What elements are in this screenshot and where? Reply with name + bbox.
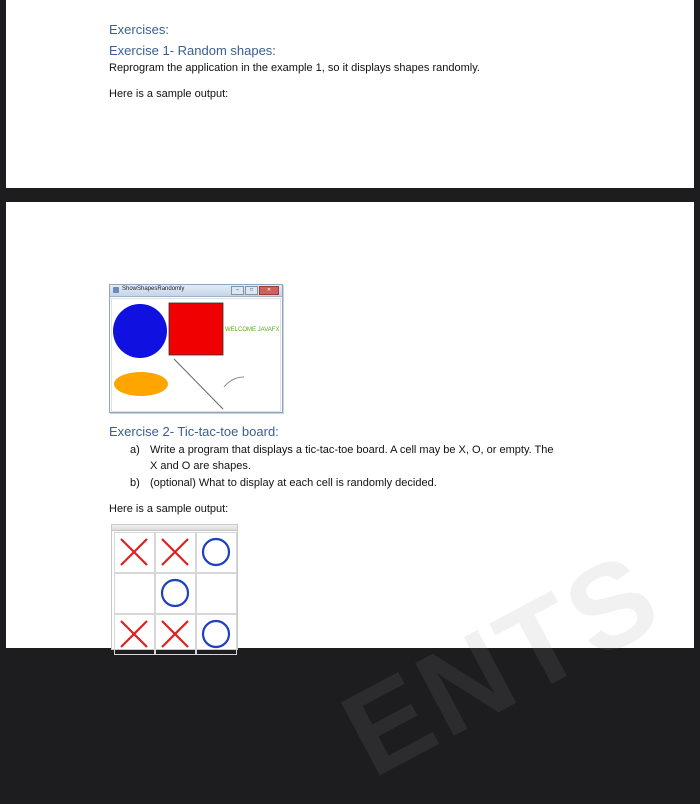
board-cell-0-2 (196, 532, 237, 573)
exercise2-sample-label: Here is a sample output: (109, 503, 229, 515)
window-titlebar (112, 525, 237, 531)
sample-window-tic-tac-toe (111, 524, 238, 650)
section-title: Exercises: (109, 22, 169, 37)
item-a-letter: a) (130, 444, 140, 456)
close-icon[interactable]: ✕ (259, 286, 279, 295)
x-mark (158, 617, 192, 651)
shapes-drawing (112, 299, 280, 411)
document-page-top (6, 0, 694, 188)
o-mark (199, 617, 233, 651)
board-cell-1-0 (114, 573, 155, 614)
welcome-text-shape: WELCOME JAVAFX (225, 327, 280, 333)
o-mark (199, 535, 233, 569)
board-cell-2-2 (196, 614, 237, 655)
item-a-line-1: Write a program that displays a tic-tac-toe board. A cell may be X, O, or empty. The (150, 444, 554, 456)
board-cell-2-1 (155, 614, 196, 655)
item-b-line-1: (optional) What to display at each cell is randomly decided. (150, 477, 437, 489)
diagonal-line (174, 359, 223, 409)
window-title: ShowShapesRandomly (122, 286, 185, 292)
minimize-icon[interactable]: – (231, 286, 244, 295)
window-controls (231, 286, 279, 295)
tic-tac-toe-board (114, 532, 237, 655)
x-mark (117, 535, 151, 569)
exercise1-sample-label: Here is a sample output: (109, 88, 229, 100)
exercise1-title: Exercise 1- Random shapes: (109, 43, 276, 58)
o-mark (158, 576, 192, 610)
item-b-letter: b) (130, 477, 140, 489)
orange-ellipse (114, 372, 168, 396)
window-titlebar (110, 285, 282, 297)
blue-circle (113, 304, 167, 358)
item-a-line-2: X and O are shapes. (150, 460, 251, 472)
arc-shape (224, 377, 244, 387)
watermark: ENTS (321, 526, 682, 803)
document-page-bottom (6, 202, 694, 803)
x-mark (117, 617, 151, 651)
red-square (169, 303, 223, 355)
board-cell-1-2 (196, 573, 237, 614)
x-mark (158, 535, 192, 569)
board-cell-1-1 (155, 573, 196, 614)
maximize-icon[interactable]: □ (245, 286, 258, 295)
app-icon (113, 287, 119, 293)
board-cell-0-0 (114, 532, 155, 573)
exercise1-description: Reprogram the application in the example 1, so it displays shapes randomly. (109, 62, 480, 74)
exercise2-title: Exercise 2- Tic-tac-toe board: (109, 424, 279, 439)
board-cell-0-1 (155, 532, 196, 573)
sample-window-random-shapes (109, 284, 283, 413)
shapes-canvas (111, 298, 281, 412)
board-cell-2-0 (114, 614, 155, 655)
